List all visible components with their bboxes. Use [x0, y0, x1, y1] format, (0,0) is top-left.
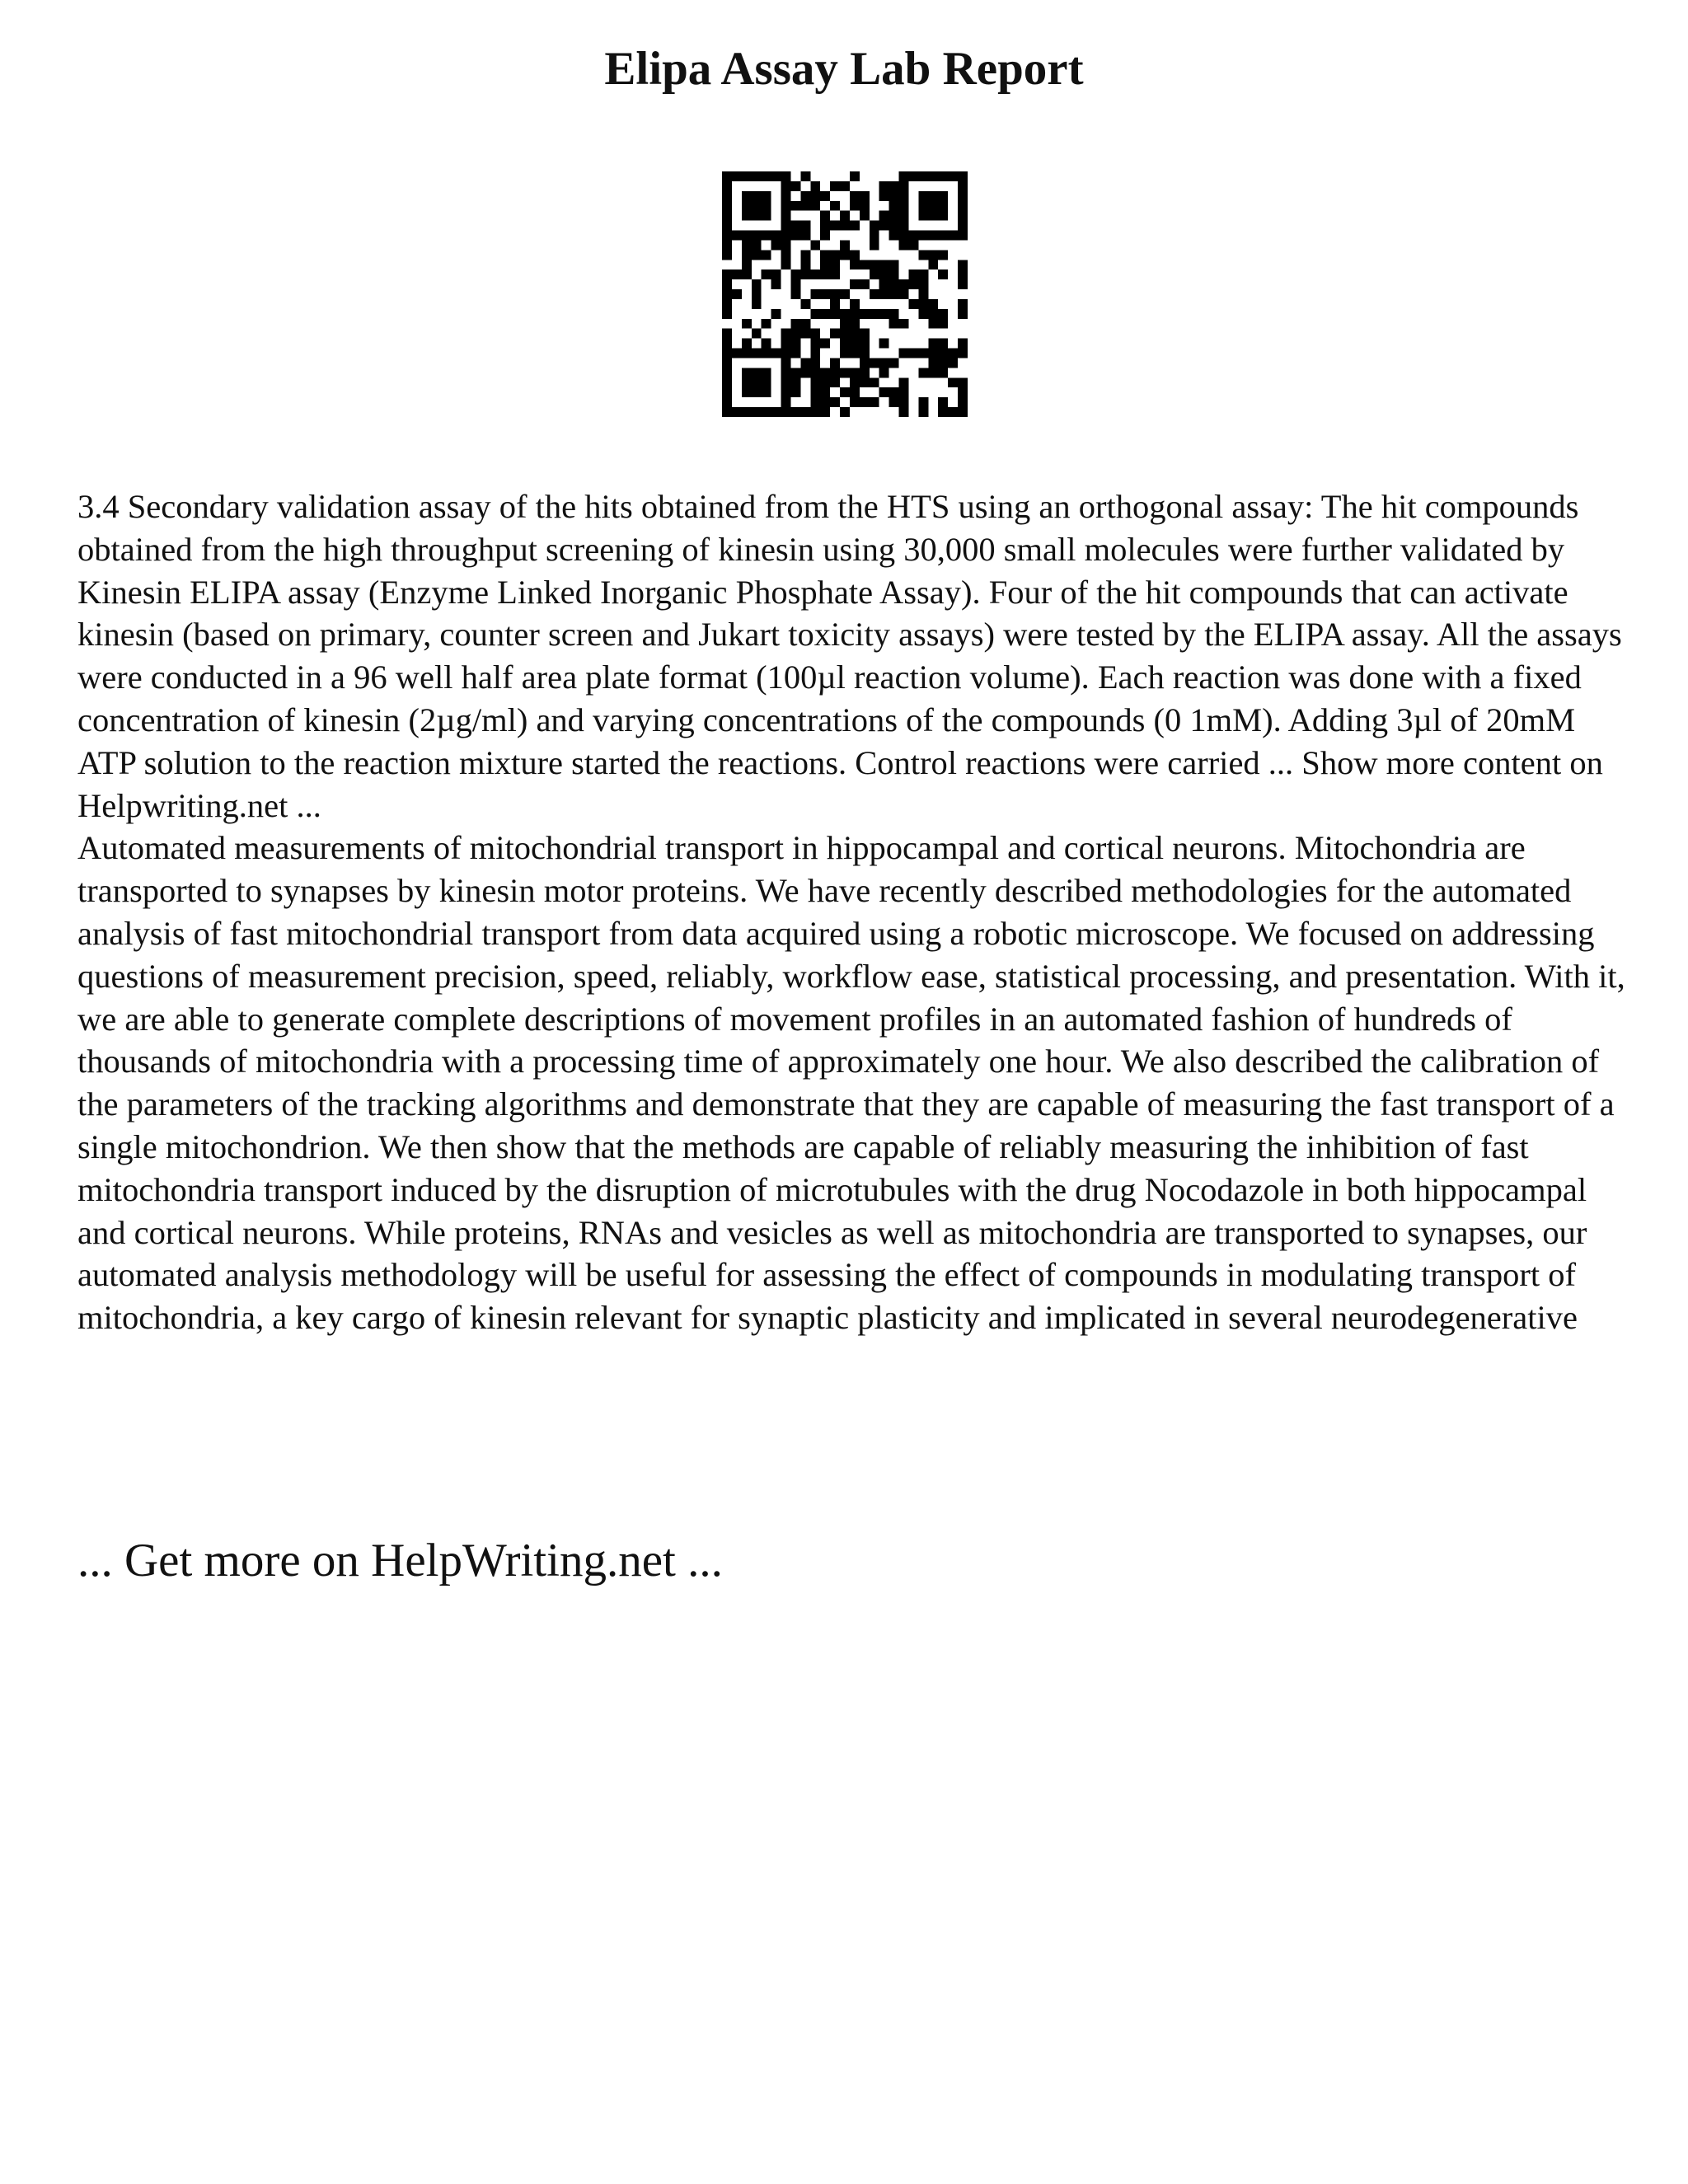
paragraph-validation-assay: 3.4 Secondary validation assay of the hits obtained from the HTS using an orthogonal assay: The hit compounds obtained from the high throughput screening of kinesin using 30,000 small molecules were further validated by Kinesin ELIPA assay (Enzyme Linked Inorganic Phosphate Assay). Four of the hit compounds that can activate kinesin (based on primary, counter screen and Jukart toxicity assays) were tested by the ELIPA assay. All the assays were conducted in a 96 well half area plate format (100µl reaction volume). Each reaction was done with a fixed concentration of kinesin (2µg/ml) and varying concentrations of the compounds (0 1mM). Adding 3µl of 20mM ATP solution to the reaction mixture started the reactions. Control reactions were carried ... Show more content on Helpwriting.net ...: [77, 488, 1622, 824]
document-body: [77, 485, 1627, 1339]
page-title: Elipa Assay Lab Report: [604, 43, 1084, 95]
qr-code-icon: [722, 171, 968, 417]
get-more-link[interactable]: ... Get more on HelpWriting.net ...: [77, 1535, 723, 1586]
paragraph-mitochondrial-transport: Automated measurements of mitochondrial transport in hippocampal and cortical neurons. Mitochondria are transported to synapses by kinesin motor proteins. We have recently described methodologies for the automated analysis of fast mitochondrial transport from data acquired using a robotic microscope. We focused on addressing questions of measurement precision, speed, reliably, workflow ease, statistical processing, and presentation. With it, we are able to generate complete descriptions of movement profiles in an automated fashion of hundreds of thousands of mitochondria with a processing time of approximately one hour. We also described the calibration of the parameters of the tracking algorithms and demonstrate that they are capable of measuring the fast transport of a single mitochondrion. We then show that the methods are capable of reliably measuring the inhibition of fast mitochondria transport induced by the disruption of microtubules with the drug Nocodazole in both hippocampal and cortical neurons. While proteins, RNAs and vesicles as well as mitochondria are transported to synapses, our automated analysis methodology will be useful for assessing the effect of compounds in modulating transport of mitochondria, a key cargo of kinesin relevant for synaptic plasticity and implicated in several neurodegenerative: [77, 829, 1625, 1337]
